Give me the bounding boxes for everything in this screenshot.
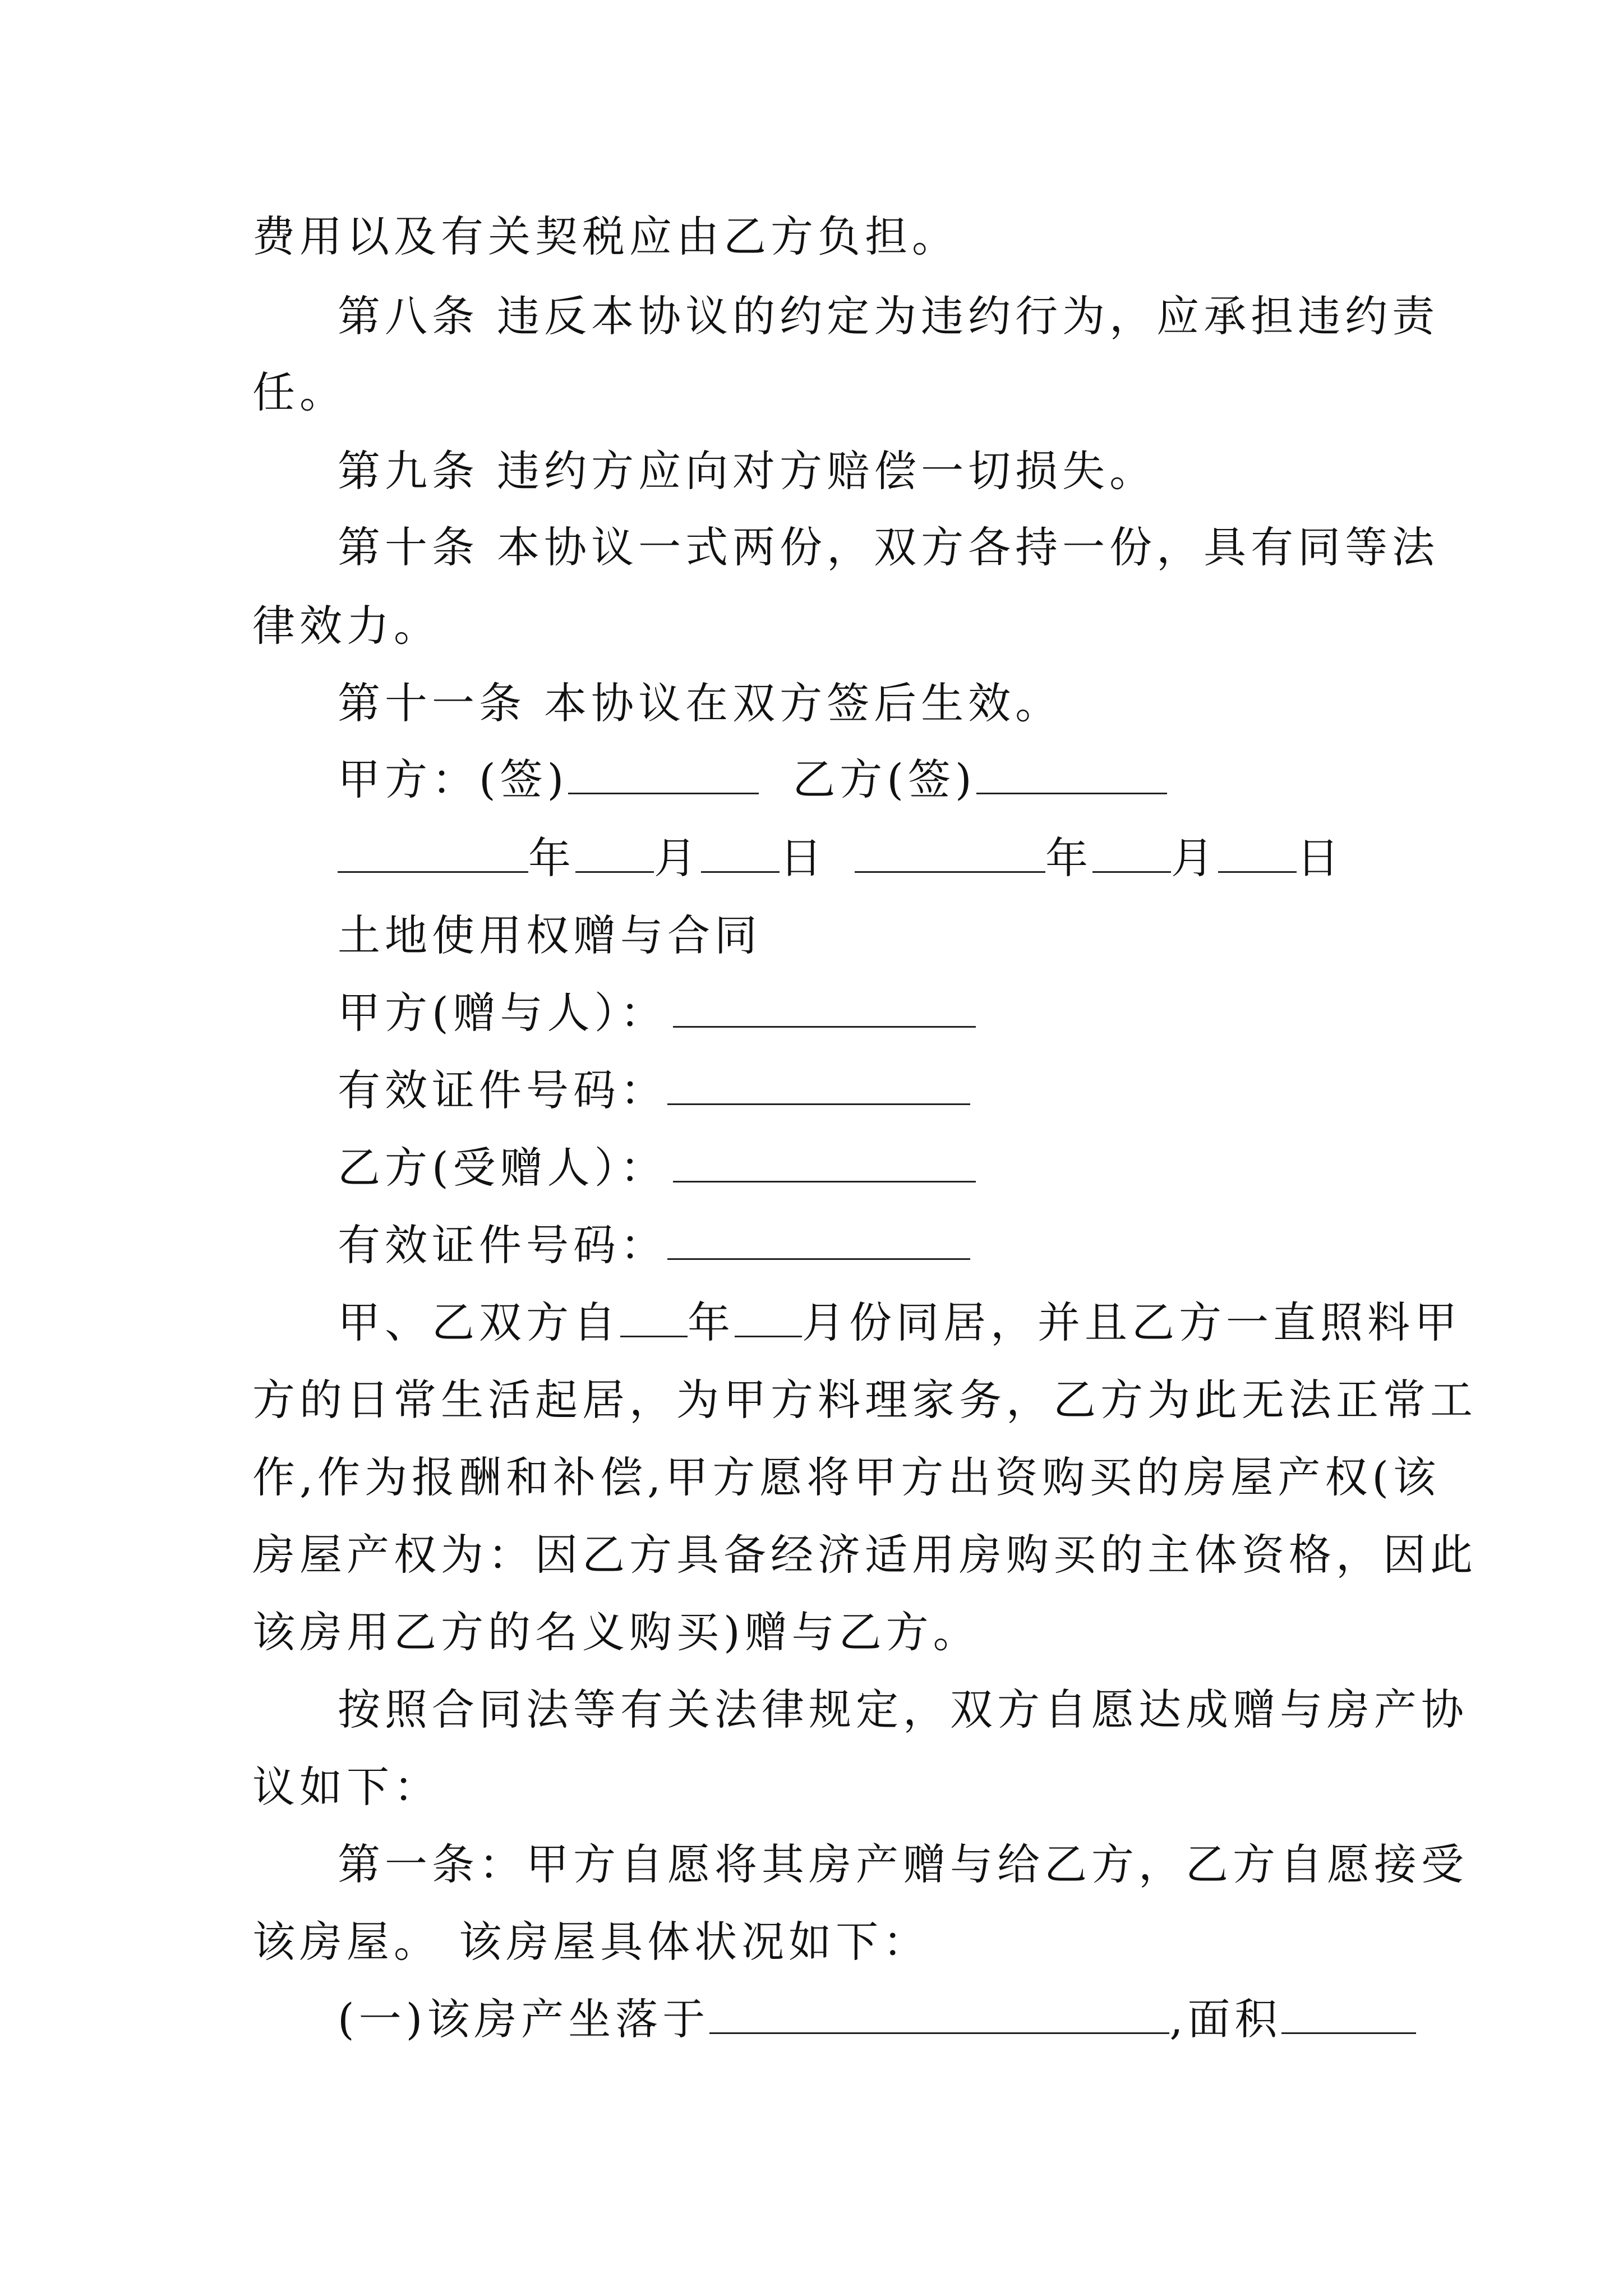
month-label: 月	[1171, 833, 1218, 883]
text-line: 房屋产权为：因乙方具备经济适用房购买的主体资格，因此	[252, 1530, 1477, 1580]
year-blank	[338, 832, 528, 873]
id-number-label: 有效证件号码：	[338, 1220, 667, 1270]
year-label: 年	[688, 1297, 735, 1347]
text-line: 任。	[252, 367, 347, 417]
id-number-blank	[667, 1064, 970, 1105]
cohabitation-line	[338, 1295, 1459, 1351]
party-b-sign-label: 乙方(签)	[792, 754, 976, 804]
month-blank	[1092, 832, 1171, 873]
party-a-sign-label: 甲方：(签)	[338, 754, 569, 804]
article-9: 第九条 违约方应向对方赔偿一切损失。	[338, 446, 1157, 496]
year-blank	[855, 832, 1045, 873]
party-b-line	[338, 1140, 1459, 1196]
text-line: 律效力。	[252, 601, 441, 651]
text-line: 方的日常生活起居，为甲方料理家务，乙方为此无法正常工	[252, 1375, 1477, 1425]
text-line: 议如下：	[252, 1762, 441, 1812]
text-segment: 甲、乙双方自	[338, 1297, 620, 1347]
location-label: (一)该房产坐落于	[338, 1994, 710, 2044]
day-blank	[701, 832, 780, 873]
text-line: 该房屋。 该房屋具体状况如下：	[252, 1917, 930, 1967]
party-b-label: 乙方(受赠人）：	[338, 1143, 667, 1193]
party-a-line	[338, 985, 1459, 1041]
party-a-label: 甲方(赠与人）：	[338, 988, 667, 1038]
year-label: 年	[1045, 833, 1092, 883]
month-blank	[575, 832, 654, 873]
text-segment: 月份同居，并且乙方一直照料甲	[802, 1297, 1461, 1347]
text-line: 作,作为报酬和补偿,甲方愿将甲方出资购买的房屋产权(该	[252, 1452, 1440, 1502]
month-label: 月	[654, 833, 701, 883]
signature-line	[338, 752, 1459, 808]
party-b-blank	[673, 1142, 976, 1182]
article-10: 第十条 本协议一式两份，双方各持一份，具有同等法	[338, 522, 1440, 572]
year-label: 年	[528, 833, 575, 883]
party-a-sign-blank	[568, 753, 759, 794]
text-line: 按照合同法等有关法律规定，双方自愿达成赠与房产协	[338, 1685, 1468, 1734]
property-location-line	[338, 1991, 1459, 2047]
article-11: 第十一条 本协议在双方签后生效。	[338, 678, 1063, 728]
id-number-line	[338, 1062, 1459, 1119]
area-blank	[1281, 1993, 1416, 2034]
month-blank	[735, 1296, 802, 1337]
text-line: 该房用乙方的名义购买)赠与乙方。	[252, 1607, 980, 1657]
date-line	[338, 830, 1459, 886]
id-number-line	[338, 1217, 1459, 1273]
text-line: 费用以及有关契税应由乙方负担。	[252, 211, 959, 261]
contract-title: 土地使用权赠与合同	[338, 910, 762, 960]
id-number-label: 有效证件号码：	[338, 1065, 667, 1115]
year-blank	[620, 1296, 688, 1337]
party-a-blank	[673, 987, 976, 1028]
day-label: 日	[780, 833, 827, 883]
location-blank	[709, 1993, 1169, 2034]
day-blank	[1218, 832, 1297, 873]
party-b-sign-blank	[976, 753, 1167, 794]
article-1: 第一条：甲方自愿将其房产赠与给乙方，乙方自愿接受	[338, 1839, 1468, 1889]
day-label: 日	[1297, 833, 1344, 883]
area-label: ,面积	[1169, 1994, 1282, 2044]
id-number-blank	[667, 1219, 970, 1260]
article-8: 第八条 违反本协议的约定为违约行为，应承担违约责	[338, 291, 1440, 341]
